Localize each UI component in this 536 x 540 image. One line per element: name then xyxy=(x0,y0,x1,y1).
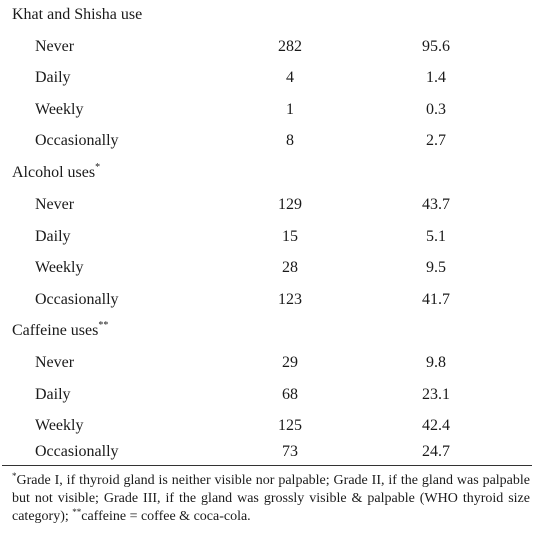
table-row xyxy=(0,194,536,216)
row-percent: 41.7 xyxy=(422,291,450,308)
row-percent: 2.7 xyxy=(426,132,446,149)
row-percent: 1.4 xyxy=(426,69,446,86)
row-percent: 43.7 xyxy=(422,196,450,213)
row-label: Occasionally xyxy=(35,132,119,149)
row-label: Never xyxy=(35,354,75,371)
table-row xyxy=(0,415,536,437)
row-percent: 9.5 xyxy=(426,259,446,276)
section-title: Khat and Shisha use xyxy=(12,6,143,23)
row-label: Weekly xyxy=(35,417,84,434)
row-count: 73 xyxy=(282,443,298,460)
table-bottom-rule xyxy=(2,465,532,466)
row-label: Daily xyxy=(35,386,71,403)
row-label: Daily xyxy=(35,69,71,86)
table-row xyxy=(0,441,536,463)
row-count: 129 xyxy=(278,196,302,213)
table-row xyxy=(0,99,536,121)
table-row xyxy=(0,289,536,311)
section-marker: ** xyxy=(98,320,109,331)
footnote-text: caffeine = coffee & coca-cola. xyxy=(81,509,251,524)
row-label: Weekly xyxy=(35,259,84,276)
section-title: Caffeine uses xyxy=(12,322,99,339)
section-marker: * xyxy=(95,162,101,173)
section-title: Alcohol uses xyxy=(12,164,96,181)
row-label: Occasionally xyxy=(35,443,119,460)
footnote-text: Grade I, if thyroid gland is neither visible nor palpable; Grade II, if the gland was palpable but not visible; Grade III, if the gland was grossly visible & palpable (WHO thyroid size category); xyxy=(12,473,530,524)
row-label: Weekly xyxy=(35,101,84,118)
table-row xyxy=(0,226,536,248)
footnote-marker: ** xyxy=(72,507,82,517)
table-row xyxy=(0,36,536,58)
row-percent: 0.3 xyxy=(426,101,446,118)
table-row xyxy=(0,67,536,89)
row-count: 1 xyxy=(286,101,294,118)
row-label: Never xyxy=(35,196,75,213)
row-label: Never xyxy=(35,38,75,55)
row-percent: 9.8 xyxy=(426,354,446,371)
section-header-alcohol xyxy=(12,162,100,184)
row-label: Occasionally xyxy=(35,291,119,308)
table-row xyxy=(0,384,536,406)
row-count: 68 xyxy=(282,386,298,403)
table-row xyxy=(0,130,536,152)
section-header-caffeine xyxy=(12,320,108,342)
row-count: 8 xyxy=(286,132,294,149)
row-count: 282 xyxy=(278,38,302,55)
row-count: 125 xyxy=(278,417,302,434)
row-count: 123 xyxy=(278,291,302,308)
table-row xyxy=(0,257,536,279)
row-count: 29 xyxy=(282,354,298,371)
section-header-khat xyxy=(12,4,142,26)
row-percent: 5.1 xyxy=(426,228,446,245)
row-label: Daily xyxy=(35,228,71,245)
table-footnote xyxy=(12,472,530,526)
footnote-marker: * xyxy=(12,471,17,481)
row-percent: 24.7 xyxy=(422,443,450,460)
row-percent: 23.1 xyxy=(422,386,450,403)
row-count: 4 xyxy=(286,69,294,86)
row-percent: 42.4 xyxy=(422,417,450,434)
row-count: 15 xyxy=(282,228,298,245)
row-count: 28 xyxy=(282,259,298,276)
table-row xyxy=(0,352,536,374)
row-percent: 95.6 xyxy=(422,38,450,55)
